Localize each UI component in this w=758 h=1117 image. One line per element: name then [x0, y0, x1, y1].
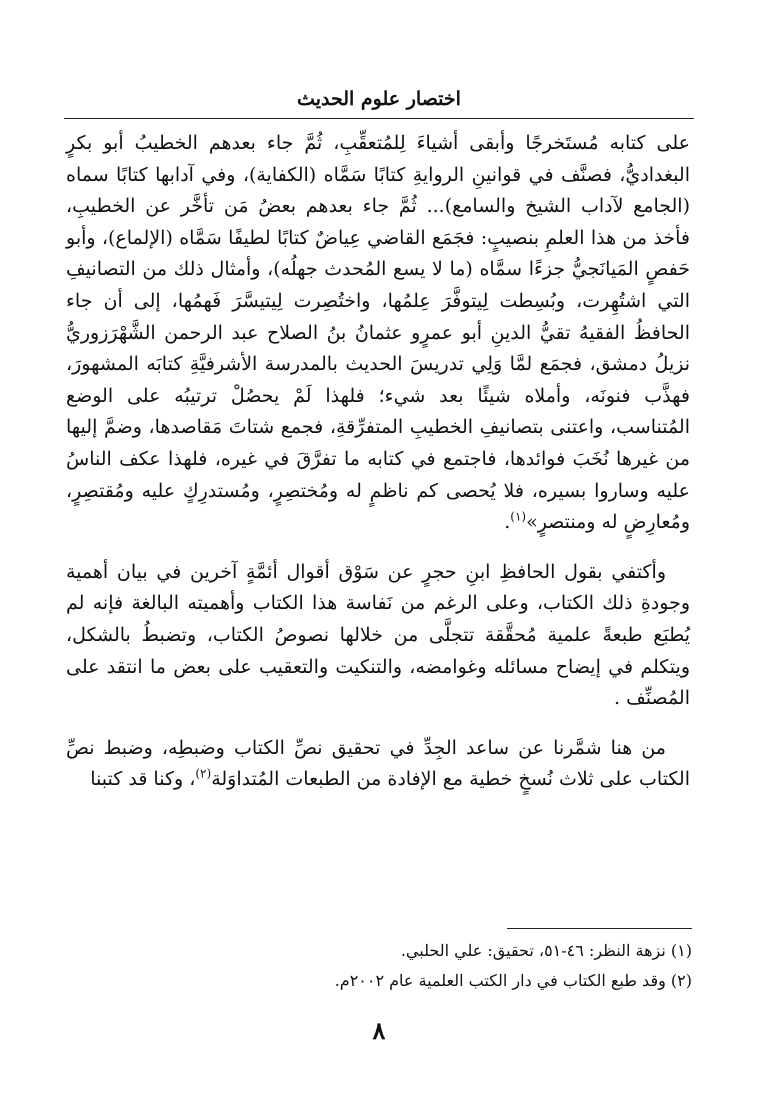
footnote-1: (١) نزهة النظر: ٤٦-٥١، تحقيق: علي الحلبي.: [400, 941, 692, 960]
paragraph-3: [66, 733, 690, 796]
header-divider: [64, 118, 694, 119]
footnote-ref-1: (١): [510, 509, 527, 524]
footnote-2: (٢) وقد طبع الكتاب في دار الكتب العلمية عام ٢٠٠٢م.: [334, 971, 692, 990]
paragraph-1-text: على كتابه مُستَخرجًا وأبقى أشياءَ لِلمُتعقِّبِ، ثُمَّ جاء بعدهم الخطيبُ أبو بكرٍ البغداديُّ، فصنَّف في قوانينِ الروايةِ كتابًا سَمَّاه (الكفاية)، وفي آدابها كتابًا سماه (الجامع لآداب الشيخ والسامع)... ثُمَّ جاء بعدهم بعضُ مَن تأخَّر عن الخطيبِ، فأخذ من هذا العلمِ بنصيبٍ: فجَمَع القاضي عِياضٌ كتابًا لطيفًا سَمَّاه (الإلماع)، وأبو حَفصٍ المَيانَجيُّ جزءًا سمَّاه (ما لا يسع المُحدث جهلُه)، وأمثال ذلك من التصانيفِ التي اشتُهِرت، وبُسِطت لِيتوفَّرَ عِلمُها، واختُصِرت لِيتيسَّرَ فَهمُها، إلى أن جاء الحافظُ الفقيهُ تقيُّ الدينِ أبو عمرٍو عثمانُ بنُ الصلاح عبد الرحمن الشَّهْرَزوريُّ نزيلُ دمشق، فجمَع لمَّا وَلِي تدريسَ الحديث بالمدرسة الأشرفيَّةِ كتابَه المشهورَ، فهذَّب فنونَه، وأملاه شيئًا بعد شيء؛ فلهذا لَمْ يحصُلْ ترتيبُه على الوضع المُتناسب، واعتنى بتصانيفِ الخطيبِ المتفرِّقةِ، فجمع شتاتَ مَقاصدها، وضمَّ إليها من غيرها نُخَبَ فوائدها، فاجتمع في كتابه ما تفرَّقَ في غيره، فلهذا عكف الناسُ عليه وساروا بسيره، فلا يُحصى كم ناظمٍ له ومُختصِرٍ، ومُستدرِكٍ عليه ومُقتصِرٍ، ومُعارِضٍ له ومنتصرٍ»: [66, 132, 690, 534]
paragraph-1: على كتابه مُستَخرجًا وأبقى أشياءَ لِلمُتعقِّبِ، ثُمَّ جاء بعدهم الخطيبُ أبو بكرٍ البغداديُّ، فصنَّف في قوانينِ الروايةِ كتابًا سَمَّاه (الكفاية)، وفي آدابها كتابًا سماه (الجامع لآداب الشيخ والسامع)... ثُمَّ جاء بعدهم بعضُ مَن تأخَّر عن الخطيبِ، فأخذ من هذا العلمِ بنصيبٍ: فجَمَع القاضي عِياضٌ كتابًا لطيفًا سَمَّاه (الإلماع)، وأبو حَفصٍ المَيانَجيُّ جزءًا سمَّاه (ما لا يسع المُحدث جهلُه)، وأمثال ذلك من التصانيفِ التي اشتُهِرت، وبُسِطت لِيتوفَّرَ عِلمُها، واختُصِرت لِيتيسَّرَ فَهمُها، إلى أن جاء الحافظُ الفقيهُ تقيُّ الدينِ أبو عمرٍو عثمانُ بنُ الصلاح عبد الرحمن الشَّهْرَزوريُّ نزيلُ دمشق، فجمَع لمَّا وَلِي تدريسَ الحديث بالمدرسة الأشرفيَّةِ كتابَه المشهورَ، فهذَّب فنونَه، وأملاه شيئًا بعد شيء؛ فلهذا لَمْ يحصُلْ ترتيبُه على الوضع المُتناسب، واعتنى بتصانيفِ الخطيبِ المتفرِّقةِ، فجمع شتاتَ مَقاصدها، وضمَّ إليها من غيرها نُخَبَ فوائدها، فاجتمع في كتابه ما تفرَّقَ في غيره، فلهذا عكف الناسُ عليه وساروا بسيره، فلا يُحصى كم ناظمٍ له ومُختصِرٍ، ومُستدرِكٍ عليه ومُقتصِرٍ، ومُعارِضٍ له ومنتصرٍ»$^{(١)}$.: [66, 132, 690, 534]
running-header-title: اختصار علوم الحديث: [297, 88, 461, 110]
footnote-divider: [507, 928, 692, 929]
paragraph-2: وأكتفي بقول الحافظِ ابنِ حجرٍ عن سَوْق أقوال أئمَّةٍ آخرين في بيان أهمية وجودةِ ذلك الكتاب، وعلى الرغم من نَفاسة هذا الكتاب وأهميته البالغة فإنه لم يُطبَع طبعةً علمية مُحقَّقة تتجلَّى من خلالها نصوصُ الكتاب، وتضبطُ بالشكل، ويتكلم في إيضاح مسائله وغوامضه، والتنكيت والتعقيب على بعض ما انتقد على المُصنِّف .: [66, 560, 690, 710]
page-number: ٨: [372, 1016, 386, 1045]
footnote-ref-2: (٢): [195, 766, 212, 781]
main-text: [66, 128, 690, 796]
footnotes: [66, 936, 692, 996]
paragraph-3-tail: ، وكنا قد كتبنا: [90, 768, 196, 791]
paragraph-3-text: من هنا شمَّرنا عن ساعد الجِدِّ في تحقيق نصِّ الكتاب وضبطِه، وضبط نصِّ الكتاب على ثلاث نُسخٍ خطية مع الإفادة من الطبعات المُتداوَلة: [66, 736, 690, 791]
